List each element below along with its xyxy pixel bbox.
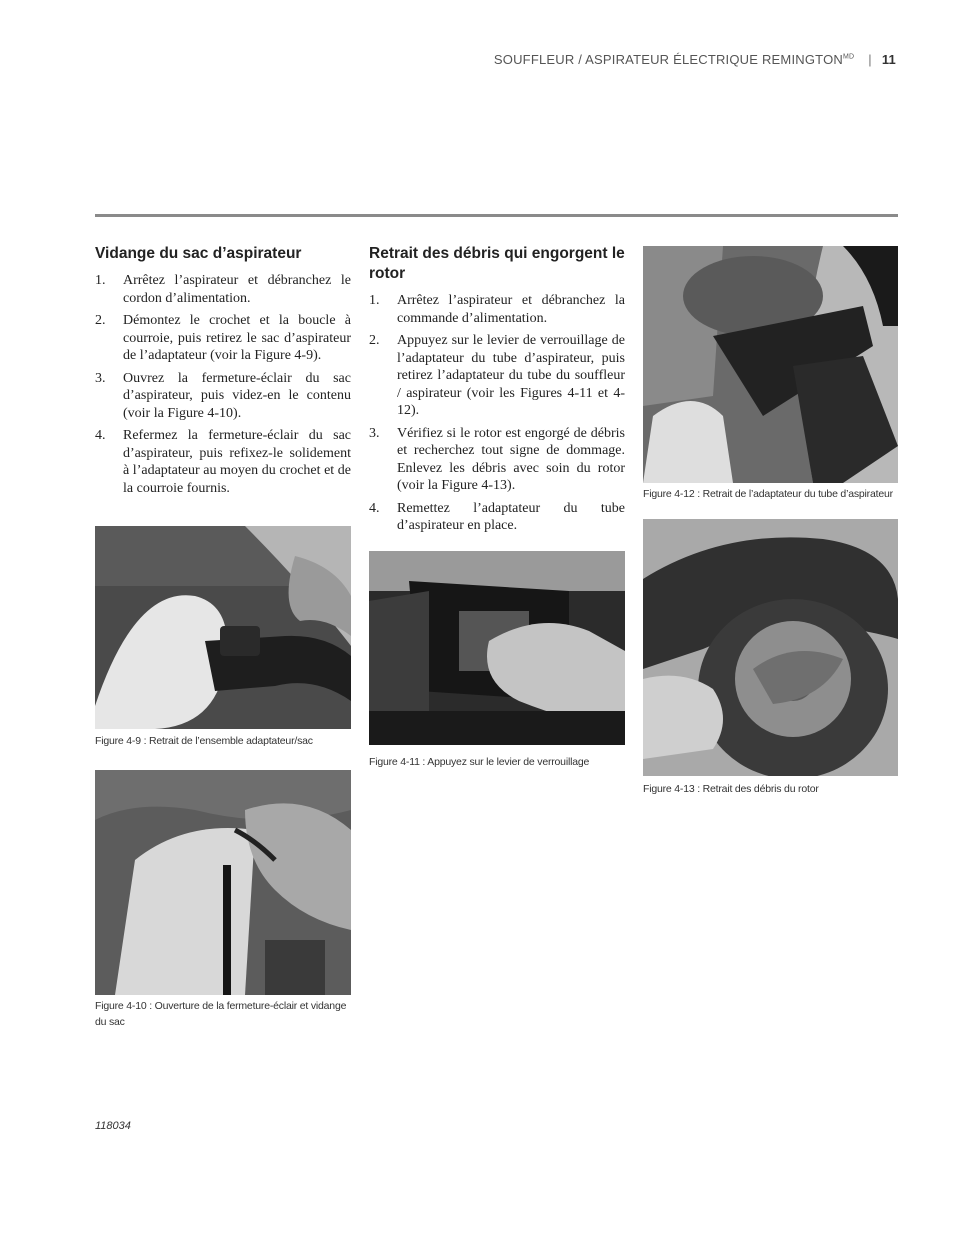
figure-4-9-photo: [95, 526, 351, 729]
list-item: 4. Refermez la fermeture-éclair du sac d’aspirateur, puis refixez-le solidement à l’adaptateur au moyen du crochet et de la courroie fournis.: [95, 428, 351, 496]
list-item: 2. Appuyez sur le levier de verrouillage de l’adaptateur du tube d’aspirateur, puis retirez l’adaptateur du tube du souffleur / aspirateur (voir les Figures 4-11 et 4-12).: [369, 333, 625, 418]
document-code: 118034: [95, 1120, 131, 1132]
list-item: 1. Arrêtez l’aspirateur et débranchez le cordon d’alimentation.: [95, 273, 351, 306]
list-item: 1. Arrêtez l’aspirateur et débranchez la commande d’alimentation.: [369, 293, 625, 326]
steps-list: [95, 272, 351, 497]
section-heading: Vidange du sac d’aspirateur: [95, 245, 302, 262]
page-number: 11: [881, 52, 896, 67]
figure-4-10-photo: [95, 770, 351, 995]
list-item: 3. Ouvrez la fermeture-éclair du sac d’aspirateur, puis videz-en le contenu (voir la Figure 4-10).: [95, 370, 351, 421]
figure-caption: Figure 4-9 : Retrait de l’ensemble adaptateur/sac: [95, 735, 313, 747]
header-trademark: MD: [842, 53, 855, 61]
section-bag-emptying: [95, 244, 351, 502]
section-divider: [95, 214, 898, 217]
section-heading: Retrait des débris qui engorgent le rotor: [369, 245, 625, 282]
steps-list: [369, 292, 625, 535]
figure-caption: Figure 4-10 : Ouverture de la fermeture-éclair et vidange du sac: [95, 1000, 347, 1028]
header-title: SOUFFLEUR / ASPIRATEUR ÉLECTRIQUE REMINGTON: [493, 52, 843, 67]
figure-caption: Figure 4-13 : Retrait des débris du rotor: [643, 783, 819, 795]
figure-caption: Figure 4-12 : Retrait de l’adaptateur du tube d’aspirateur: [643, 488, 893, 500]
figure-caption: Figure 4-11 : Appuyez sur le levier de verrouillage: [369, 756, 590, 768]
list-item: 2. Démontez le crochet et la boucle à courroie, puis retirez le sac d’aspirateur de l’adaptateur (voir la Figure 4-9).: [95, 313, 351, 363]
list-item: 4. Remettez l’adaptateur du tube d’aspirateur en place.: [369, 500, 625, 533]
figure-4-13-photo: [643, 519, 898, 776]
running-header: [494, 52, 896, 67]
header-separator: |: [868, 52, 872, 67]
figure-4-12-photo: [643, 246, 898, 483]
list-item: 3. Vérifiez si le rotor est engorgé de débris et recherchez tout signe de dommage. Enlevez les débris avec soin du rotor (voir la Figure 4-13).: [369, 425, 625, 493]
section-rotor-debris: [369, 244, 625, 540]
figure-4-11-photo: [369, 551, 625, 745]
